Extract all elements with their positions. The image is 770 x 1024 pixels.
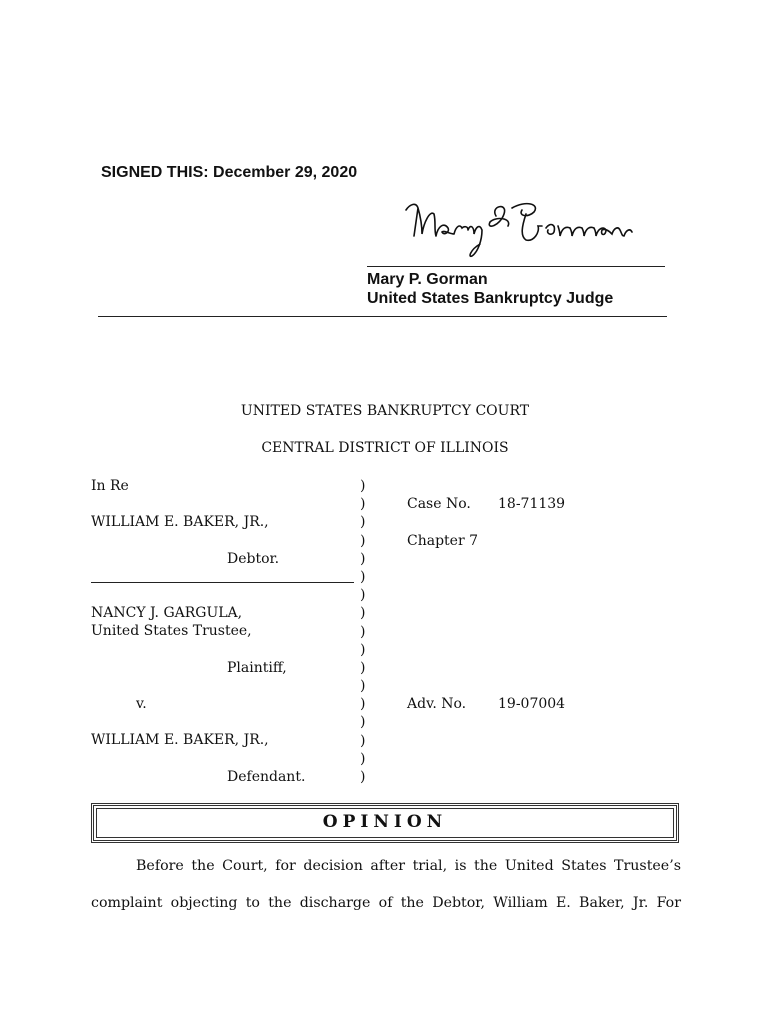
- caption-parentheses: [360, 477, 370, 786]
- debtor-role: Debtor.: [227, 551, 280, 567]
- case-number-label: Case No.: [407, 496, 471, 512]
- caption-paren: ): [360, 696, 366, 713]
- caption-paren: ): [360, 587, 366, 604]
- header-rule: [98, 316, 667, 317]
- judge-title: United States Bankruptcy Judge: [367, 290, 614, 307]
- court-name: UNITED STATES BANKRUPTCY COURT: [240, 403, 530, 419]
- in-re-label: In Re: [91, 478, 129, 494]
- caption-paren: ): [360, 678, 366, 695]
- opinion-title: OPINION: [322, 812, 448, 832]
- caption-paren: ): [360, 623, 366, 640]
- plaintiff-role: Plaintiff,: [227, 660, 287, 676]
- court-district: CENTRAL DISTRICT OF ILLINOIS: [261, 440, 509, 456]
- chapter-label: Chapter 7: [407, 533, 478, 549]
- caption-paren: ): [360, 568, 366, 585]
- signature-line: [367, 266, 665, 267]
- caption-paren: ): [360, 550, 366, 567]
- caption-paren: ): [360, 750, 366, 767]
- caption-divider: [91, 582, 354, 583]
- caption-paren: ): [360, 769, 366, 785]
- adv-number: 19-07004: [498, 696, 566, 712]
- defendant-name: WILLIAM E. BAKER, JR.,: [91, 732, 269, 748]
- defendant-role: Defendant.: [227, 769, 306, 785]
- caption-paren: ): [360, 514, 366, 531]
- signature-image: [400, 196, 635, 266]
- case-number: 18-71139: [498, 496, 566, 512]
- versus-label: v.: [136, 696, 147, 712]
- caption-paren: ): [360, 496, 366, 513]
- signed-date: SIGNED THIS: December 29, 2020: [101, 164, 358, 181]
- debtor-name: WILLIAM E. BAKER, JR.,: [91, 514, 269, 530]
- body-text-line: complaint objecting to the discharge of the Debtor, William E. Baker, Jr. For: [91, 895, 681, 911]
- body-text-line: Before the Court, for decision after trial, is the United States Trustee’s: [136, 858, 681, 874]
- plaintiff-name: NANCY J. GARGULA,: [91, 605, 243, 621]
- judge-name: Mary P. Gorman: [367, 271, 488, 288]
- caption-paren: ): [360, 605, 366, 622]
- caption-paren: ): [360, 714, 366, 731]
- adv-number-label: Adv. No.: [407, 696, 467, 712]
- caption-paren: ): [360, 659, 366, 676]
- caption-paren: ): [360, 532, 366, 549]
- caption-paren: ): [360, 478, 366, 494]
- plaintiff-title: United States Trustee,: [91, 623, 252, 639]
- caption-paren: ): [360, 641, 366, 658]
- caption-paren: ): [360, 732, 366, 749]
